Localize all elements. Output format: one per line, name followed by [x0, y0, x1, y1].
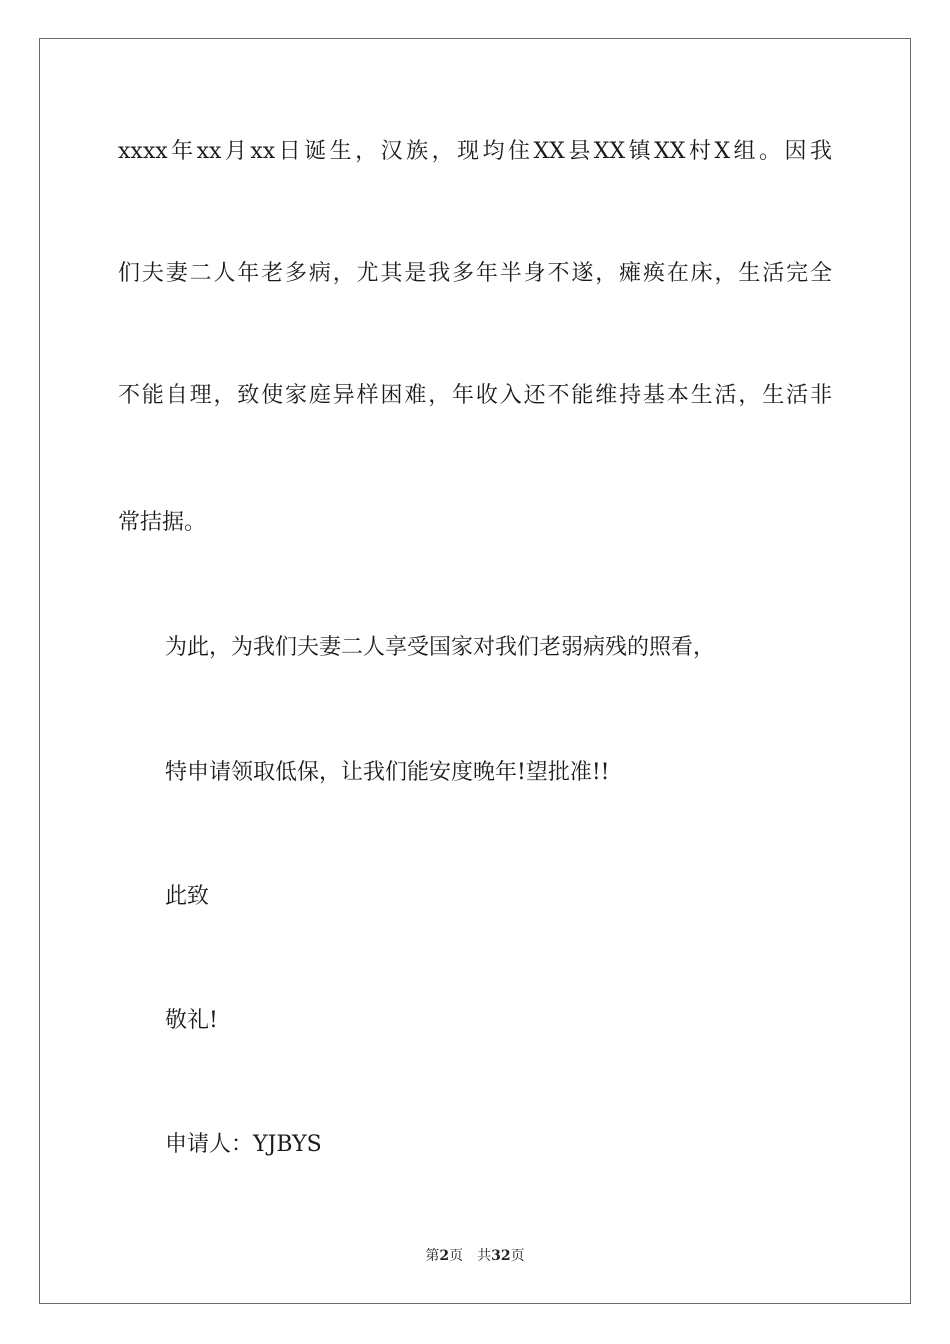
page-border	[39, 38, 911, 1304]
body-line-1: xxxx年xx月xx日诞生，汉族，现均住XX县XX镇XX村X组。因我	[118, 139, 832, 164]
page-footer	[0, 1246, 950, 1266]
paragraph-2-line-1: 为此，为我们夫妻二人享受国家对我们老弱病残的照看，	[165, 635, 716, 660]
applicant-signature: 申请人：YJBYS	[165, 1132, 322, 1157]
body-line-3: 不能自理，致使家庭异样困难，年收入还不能维持基本生活，生活非	[118, 383, 832, 408]
page-number: 2	[439, 1248, 450, 1264]
page-suffix: 页	[449, 1248, 464, 1264]
closing-text: 此致	[165, 884, 210, 909]
page-prefix: 第	[425, 1248, 440, 1264]
total-suffix: 页	[510, 1248, 525, 1264]
total-pages: 32	[491, 1248, 511, 1264]
total-prefix: 共	[477, 1248, 492, 1264]
salute-text: 敬礼!	[165, 1008, 218, 1033]
paragraph-2-line-2: 特申请领取低保，让我们能安度晚年!望批准!!	[165, 760, 610, 785]
body-line-4: 常拮据。	[118, 510, 207, 535]
body-line-2: 们夫妻二人年老多病，尤其是我多年半身不遂，瘫痪在床，生活完全	[118, 261, 832, 286]
